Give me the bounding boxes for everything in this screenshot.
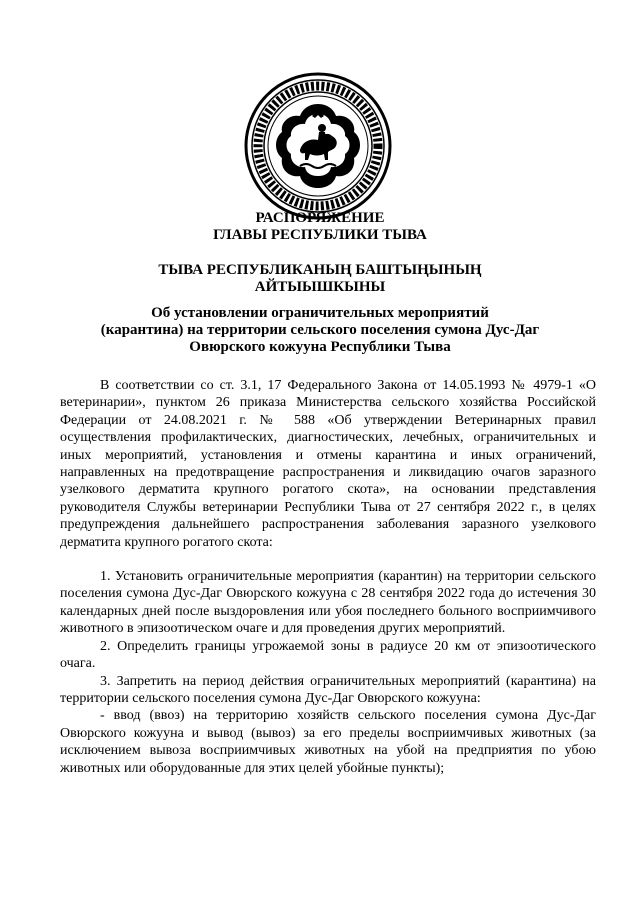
clause-1-paragraph: 1. Установить ограничительные мероприятия (карантин) на территории сельского поселения сумона Дус-Даг Овюрского кожууна с 28 сентября 2022 года до истечения 30 календарных дней после выздоровления или убоя последнего больного восприимчивого животного в эпизоотическом очаге и для проведения других мероприятий. [60, 569, 596, 637]
document-type-heading-tyvan [0, 262, 640, 296]
title-line-3: Овюрского кожууна Республики Тыва [189, 339, 451, 355]
preamble-paragraph: В соответствии со ст. 3.1, 17 Федерального Закона от 14.05.1993 № 4979-1 «О ветеринарии», пунктом 26 приказа Министерства сельского хозяйства Российской Федерации от 24.08.2021 г. № 588 «Об утверждении Ветеринарных правил осуществления профилактических, диагностических, лечебных, ограничительных и иных мероприятий, установления и отмены карантина и иных ограничений, направленных на предотвращение распространения и ликвидацию очагов заразного узелкового дерматита крупного рогатого скота», на основании представления руководителя Службы ветеринарии Республики Тыва от 27 сентября 2022 г., в целях предупреждения дальнейшего распространения заболевания заразного узелкового дерматита крупного рогатого скота: [60, 378, 596, 550]
heading-line-3: ТЫВА РЕСПУБЛИКАНЫҢ БАШТЫҢЫНЫҢ [158, 262, 482, 278]
document-type-heading [0, 210, 640, 244]
clause-2-paragraph: 2. Определить границы угрожаемой зоны в радиусе 20 км от эпизоотического очага. [60, 638, 596, 672]
heading-line-1: РАСПОРЯЖЕНИЕ [255, 210, 385, 226]
clause-3-item-paragraph: - ввод (ввоз) на территорию хозяйств сельского поселения сумона Дус-Даг Овюрского кожууна и вывод (вывоз) за его пределы восприимчивых животных (за исключением вывоза восприимчивых животных на убой на предприятия по убою животных или оборудованные для этих целей убойные пункты); [60, 708, 596, 776]
title-line-2: (карантина) на территории сельского поселения сумона Дус-Даг [100, 322, 540, 338]
document-title [0, 305, 640, 356]
heading-line-2: ГЛАВЫ РЕСПУБЛИКИ ТЫВА [213, 227, 427, 243]
document-body [60, 377, 596, 777]
title-line-1: Об установлении ограничительных мероприятий [151, 305, 489, 321]
heading-line-4: АЙТЫЫШКЫНЫ [254, 279, 386, 295]
clause-3-paragraph: 3. Запретить на период действия ограничительных мероприятий (карантина) на территории сельского поселения сумона Дус-Даг Овюрского кожууна: [60, 673, 596, 706]
coat-of-arms-emblem [242, 70, 394, 222]
